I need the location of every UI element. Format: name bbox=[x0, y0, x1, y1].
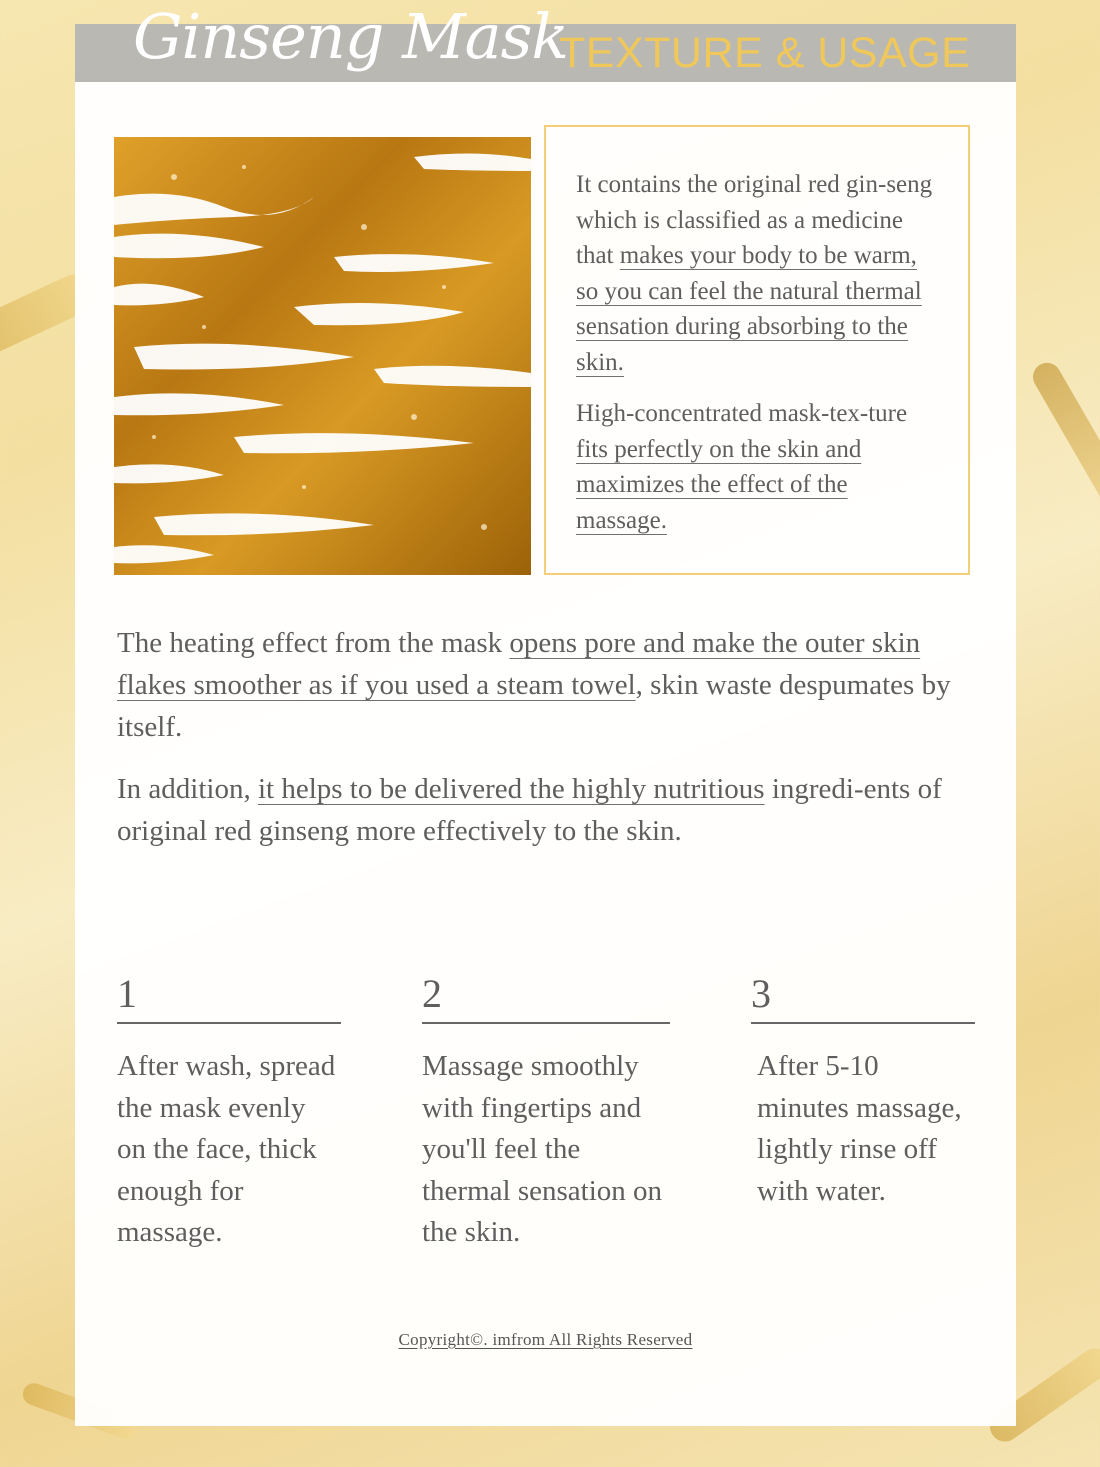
description-paragraph bbox=[576, 167, 938, 380]
description-highlight: makes your body to be warm, so you can feel the natural thermal sensation during absorbing to the skin. bbox=[576, 242, 922, 376]
description-box bbox=[544, 125, 970, 575]
body-paragraph bbox=[117, 622, 987, 748]
step-number: 2 bbox=[422, 974, 670, 1024]
description-paragraph bbox=[576, 396, 938, 538]
step-number: 3 bbox=[751, 974, 975, 1024]
golden-gel-texture-image bbox=[114, 137, 531, 575]
body-text-span: ingredi-ents of original red ginseng more effectively to the skin. bbox=[117, 773, 942, 847]
header-bar bbox=[75, 0, 1016, 82]
copyright-footer bbox=[75, 1330, 1016, 1350]
page-subtitle: TEXTURE & USAGE bbox=[559, 29, 971, 77]
step-text: Massage smoothly with fingertips and you'll feel the thermal sensation on the skin. bbox=[422, 1050, 663, 1248]
description-text: It contains the original red gin-seng which is classified as a medicine that bbox=[576, 171, 933, 269]
body-text bbox=[117, 622, 987, 872]
copyright-text: Copyright©. imfrom All Rights Reserved bbox=[398, 1330, 693, 1349]
usage-step-1 bbox=[117, 971, 341, 1254]
body-text-span: In addition, bbox=[117, 773, 258, 805]
step-text: After wash, spread the mask evenly on the face, thick enough for massage. bbox=[117, 1050, 336, 1248]
step-number: 1 bbox=[117, 974, 341, 1024]
content-card bbox=[75, 0, 1016, 1426]
usage-step-2 bbox=[422, 971, 670, 1254]
background-gold-streak bbox=[1028, 358, 1100, 511]
page-title: Ginseng Mask bbox=[133, 0, 568, 73]
step-text: After 5-10 minutes massage, lightly rinse off with water. bbox=[757, 1050, 962, 1207]
body-highlight: it helps to be delivered the highly nutritious bbox=[257, 773, 765, 805]
description-highlight: fits perfectly on the skin and maximizes the effect of the massage. bbox=[576, 435, 862, 534]
body-highlight: opens pore and make the outer skin flakes smoother as if you used a steam towel bbox=[117, 627, 921, 701]
description-text: High-concentrated mask-tex-ture bbox=[576, 400, 908, 427]
usage-step-3 bbox=[751, 971, 975, 1212]
body-text-span: The heating effect from the mask bbox=[117, 627, 510, 659]
body-paragraph bbox=[117, 768, 987, 852]
body-text-span: , skin waste despumates by itself. bbox=[117, 669, 951, 743]
